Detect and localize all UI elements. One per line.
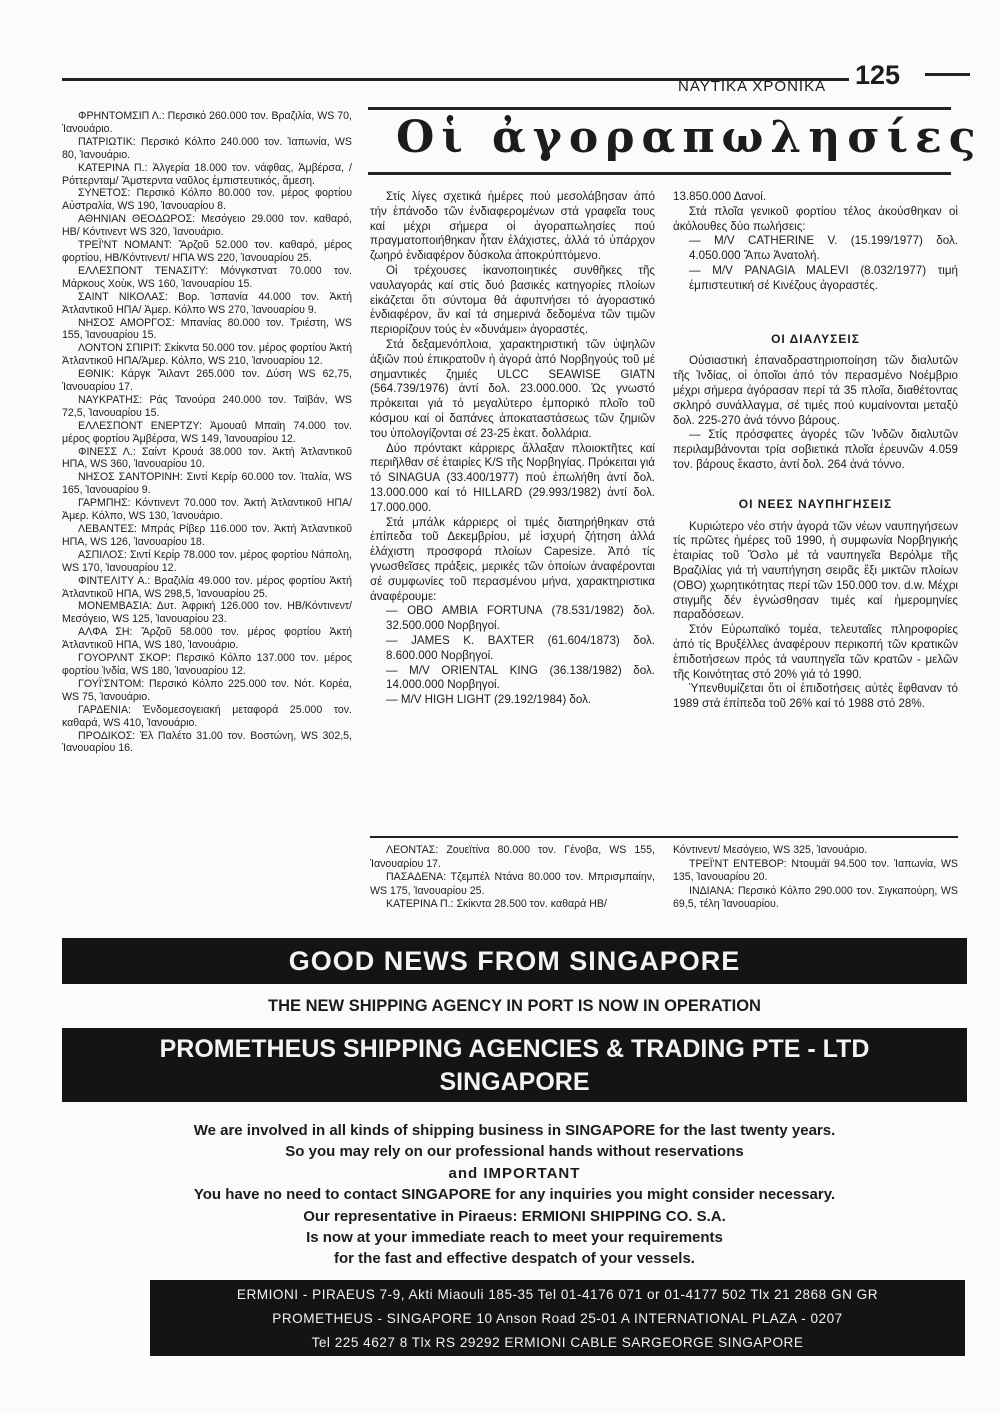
section-heading-newbuildings: ΟΙ ΝΕΕΣ ΝΑΥΠΗΓΗΣΕΙΣ: [738, 496, 893, 511]
article-column-middle: [370, 190, 655, 708]
list-item: ΦΙΝΤΕΛΙΤΥ Α.: Βραζιλία 49.000 τον. μέρος φορτίου Ἀκτή Ἀτλαντικοῦ ΗΠΑ, WS 298,5, Ἰανουαρίου 25.: [62, 574, 352, 600]
sale-entry: — JAMES K. BAXTER (61.604/1873) δολ. 8.600.000 Νορβηγοί.: [386, 633, 655, 662]
list-item: ΦΙΝΕΣΣ Λ.: Σαίντ Κρουά 38.000 τον. Ἀκτή Ἀτλαντικοῦ ΗΠΑ, WS 360, Ἰανουαρίου 10.: [62, 445, 352, 471]
article-paragraph: Στόν Εὐρωπαϊκό τομέα, τελευταῖες πληροφορίες ἀπό τίς Βρυξέλλες ἀναφέρουν περικοπή τῶν κρατικῶν ἐπιδοτήσεων πρός τά ναυπηγεῖα τῶν κρατῶν - μελῶν τῆς Κοινότητας στό 20% γιά τό 1990.: [673, 623, 958, 681]
list-item: ΝΗΣΟΣ ΑΜΟΡΓΟΣ: Μπανίας 80.000 τον. Τριέστη, WS 155, Ἰανουαρίου 15.: [62, 316, 352, 342]
list-item: ΣΑΙΝΤ ΝΙΚΟΛΑΣ: Βορ. Ἰσπανία 44.000 τον. Ἀκτή Ἀτλαντικοῦ ΗΠΑ/ Ἀμερ. Κόλπο WS 270, Ἰανουαρίου 9.: [62, 290, 352, 316]
ad-line: We are involved in all kinds of shipping business in SINGAPORE for the last twenty years.: [193, 1122, 836, 1139]
list-item: ΣΥΝΕΤΟΣ: Περσικό Κόλπο 80.000 τον. μέρος φορτίου Αὐστραλία, WS 190, Ἰανουαρίου 8.: [62, 187, 352, 213]
ad-company-block: [62, 1028, 967, 1102]
list-item: ΓΑΡΔΕΝΙΑ: Ἐνδομεσογειακή μεταφορά 25.000 τον. καθαρά, WS 410, Ἰανουάριο.: [62, 703, 352, 729]
ad-contact-block: [150, 1280, 965, 1356]
header-rule-right: [925, 73, 970, 76]
list-item: Κόντινεντ/ Μεσόγειο, WS 325, Ἰανουάριο.: [673, 844, 868, 856]
list-item: ΑΛΦΑ ΣΗ: Ἄρζοῦ 58.000 τον. μέρος φορτίου Ἀκτή Ἀτλαντικοῦ ΗΠΑ, WS 180, Ἰανουάριο.: [62, 626, 352, 652]
charter-list-continued-right: [673, 844, 958, 912]
section-heading-demolitions: ΟΙ ΔΙΑΛΥΣΕΙΣ: [771, 331, 860, 346]
charter-list: [62, 110, 352, 755]
ad-body: [62, 1120, 967, 1270]
continued-text: 13.850.000 Δανοί.: [673, 190, 767, 203]
ad-line: Our representative in Piraeus: ERMIONI SHIPPING CO. S.A.: [303, 1207, 726, 1225]
list-item: ΚΑΤΕΡΙΝΑ Π.: Σκίκντα 28.500 τον. καθαρά ΗΒ/: [386, 898, 607, 911]
ad-line: and IMPORTANT: [448, 1164, 581, 1182]
article-paragraph: Οἱ τρέχουσες ἱκανοποιητικές συνθῆκες τῆς ναυλαγοράς καί στίς δυό βασικές κατηγορίες πλοίων εἰκάζεται ὅτι σύντομα θά ἀφυπνήσει τό ἀγοραστικό ἐνδιαφέρον, ἄν καί τά σημερινά δεδομένα τῶν τιμῶν περιορίζουν τούς ἐν «δυνάμει» ἀγοραστές.: [370, 263, 655, 337]
list-item: ΕΛΛΕΣΠΟΝΤ ΤΕΝΑΣΙΤΥ: Μόνγκστνατ 70.000 τον. Μάρκους Χοὺκ, WS 160, Ἰανουαρίου 15.: [62, 264, 352, 290]
list-item: ΛΕΒΑΝΤΕΣ: Μπράς Ρίβερ 116.000 τον. Ἀκτή Ἀτλαντικοῦ ΗΠΑ, WS 126, Ἰανουαρίου 18.: [62, 523, 352, 548]
charter-list-continued-left: [370, 844, 655, 912]
list-item: ΓΑΡΜΠΗΣ: Κόντινεντ 70.000 τον. Ἀκτή Ἀτλαντικοῦ ΗΠΑ/Ἀμερ. Κόλπο, WS 130, Ἰανουάριο.: [62, 497, 352, 523]
sale-entry: — M/V ORIENTAL KING (36.138/1982) δολ. 14.000.000 Νορβηγοί.: [386, 663, 655, 692]
article-paragraph: — Στίς πρόσφατες ἀγορές τῶν Ἰνδῶν διαλυτῶν περιλαμβάνονται τρία σοβιετικά πλοῖα ἐρευνῶν 4.059 τον. βάρους ἕκαστο, ἀντί δολ. 264 ἀνά τόννο.: [673, 428, 958, 471]
list-item: ΕΛΛΕΣΠΟΝΤ ΕΝΕΡΤΖΥ: Ἀμουαΰ Μπαϊη 74.000 τον. μέρος φορτίου Ἀμβέρσα, WS 149, Ἰανουαρίου 12.: [62, 419, 352, 445]
ad-company-location: SINGAPORE: [439, 1068, 590, 1096]
sale-entry: — M/V HIGH LIGHT (29.192/1984) δολ.: [386, 693, 592, 707]
ad-company-name: PROMETHEUS SHIPPING AGENCIES & TRADING PTE - LTD: [159, 1035, 870, 1063]
publication-name: ΝΑΥΤΙΚΑ ΧΡΟΝΙΚΑ: [678, 78, 827, 95]
list-item: ΠΑΤΡΙΩΤΙΚ: Περσικό Κόλπο 240.000 τον. Ἰαπωνία, WS 80, Ἰανουάριο.: [62, 135, 352, 161]
list-item: ΝΑΥΚΡΑΤΗΣ: Ράς Τανούρα 240.000 τον. Ταϊβάν, WS 72,5, Ἰανουαρίου 15.: [62, 393, 352, 419]
ad-line: So you may rely on our professional hands without reservations: [285, 1143, 744, 1161]
article-paragraph: Στά πλοῖα γενικοῦ φορτίου τέλος ἀκούσθηκαν οἱ ἀκόλουθες δύο πωλήσεις:: [673, 204, 958, 233]
article-paragraph: Οὐσιαστική ἐπαναδραστηριοποίηση τῶν διαλυτῶν τῆς Ἰνδίας, οἱ ὁποῖοι ἀπό τόν περασμένο Νοέμβριο μέχρι σήμερα ἀγόρασαν περί τά 35 πλοῖα, διαθέτοντας σκληρό συνάλλαγμα, σέ τιμές πού κυμαίνονται μεταξύ δολ. 225-270 ἀνά τόννο βάρους.: [673, 354, 958, 427]
page-number: 125: [855, 60, 901, 90]
article-paragraph: Δύο πρόντακτ κάρριερς ἄλλαξαν πλοιοκτῆτες καί περιῆλθαν σέ ἑταιρίες K/S τῆς Νορβηγίας. Πρόκειται γιά τό SINAGUA (33.400/1977) πού ἐπωλήθη ἀντί δολ. 13.000.000 καί τό HILLARD (29.993/1982) ἀντί δολ. 17.000.000.: [370, 441, 655, 514]
article-paragraph: Στίς λίγες σχετικά ἡμέρες πού μεσολάβησαν ἀπό τήν ἐπάνοδο τῶν ἐνδιαφερομένων στά γραφεῖα τους καί μέχρι σήμερα οἱ ἀγοραπωλησίες πού πραγματοποιήθηκαν ἦταν ἐλάχιστες, ἀλλά τό ὑπάρχον ζωηρό ἐνδιαφέρον δύσκολα ἀποκρύπτόμενο.: [370, 190, 655, 263]
sale-entry: — M/V PANAGIA MALEVI (8.032/1977) τιμή ἐμπιστευτική σέ Κινέζους ἀγοραστές.: [689, 263, 958, 292]
list-item: ΦΡΗΝΤΟΜΣΙΠ Λ.: Περσικό 260.000 τον. Βραζιλία, WS 70, Ἰανουάριο.: [62, 110, 352, 135]
ad-tagline: THE NEW SHIPPING AGENCY IN PORT IS NOW IN OPERATION: [268, 997, 761, 1015]
list-item: ΤΡΕΪ'ΝΤ ΝΟΜΑΝΤ: Ἄρζοῦ 52.000 τον. καθαρό, μέρος φορτίου, ΗΒ/Κόντινεντ/ ΗΠΑ WS 220, Ἰανουαρίου 25.: [62, 239, 352, 264]
sale-entry: — OBO AMBIA FORTUNA (78.531/1982) δολ. 32.500.000 Νορβηγοί.: [386, 604, 655, 633]
list-item: ΙΝΔΙΑΝΑ: Περσικό Κόλπο 290.000 τον. Σιγκαπούρη, WS 69,5, τέλη Ἰανουαρίου.: [673, 884, 958, 911]
list-item: ΠΑΣΑΔΕΝΑ: Τζεμπέλ Ντάνα 80.000 τον. Μπρισμπαίην, WS 175, Ἰανουαρίου 25.: [370, 871, 655, 897]
section-divider: [370, 836, 958, 838]
ad-line: Is now at your immediate reach to meet your requirements: [306, 1229, 723, 1247]
ad-line: You have no need to contact SINGAPORE for any inquiries you might consider necessary.: [193, 1186, 836, 1204]
article-paragraph: Στά δεξαμενόπλοια, χαρακτηριστική τῶν ὑψηλῶν ἀξιῶν πού ἐπικρατοῦν ἡ ἀγορά ἀπό Νορβηγούς τοῦ μέ σημαντικές ζημιές ULCC SEAWISE GIATN (564.739/1976) ἀντί δολ. 23.000.000. Ὡς γνωστό πρόκειται γιά τό μεγαλύτερο ἐμπορικό πλοῖο τοῦ κόσμου καί οἱ δαπάνες ἀποκαταστάσεως τῶν ζημιῶν του ὑπολογίζονται σέ 23-25 ἑκατ. δολλάρια.: [370, 337, 655, 440]
ad-banner: GOOD NEWS FROM SINGAPORE: [62, 938, 967, 984]
article-paragraph: Στά μπάλκ κάρριερς οἱ τιμές διατηρήθηκαν στά ἐπίπεδα τοῦ Δεκεμβρίου, μέ ἰσχυρή ζήτηση ἀλλά ἐλάχιστη προσφορά πλοίων Capesize. Ἀπό τίς γνωσθεῖσες πράξεις, μερικές τῶν ὁποίων ἀναφέρονται σέ συμφωνίες τοῦ περασμένου μήνα, χαρακτηριστικα ἀναφέρουμε:: [370, 515, 655, 603]
ad-contact-line: ERMIONI - PIRAEUS 7-9, Akti Miaouli 185-35 Tel 01-4176 071 or 01-4177 502 Tlx 21 2868 GN GR: [236, 1287, 879, 1302]
list-item: ΝΗΣΟΣ ΣΑΝΤΟΡΙΝΗ: Σιντί Κερίρ 60.000 τον. Ἰταλία, WS 165, Ἰανουαρίου 9.: [62, 471, 352, 497]
list-item: ΚΑΤΕΡΙΝΑ Π.: Ἀλγερία 18.000 τον. νάφθας, Ἀμβέρσα, /Ρόττερνταμ/ Ἄμστερντα ναῦλος ἐμπιστευτικός, ἄμεση.: [62, 161, 352, 187]
list-item: ΕΘΝΙΚ: Κάργκ Ἄιλαντ 265.000 τον. Δύση WS 62,75, Ἰανουαρίου 17.: [62, 368, 352, 394]
list-item: ΑΣΠΙΛΟΣ: Σιντί Κερίρ 78.000 τον. μέρος φορτίου Νάπολη, WS 170, Ἰανουαρίου 12.: [62, 548, 352, 574]
sale-entry: — M/V CATHERINE V. (15.199/1977) δολ. 4.050.000 Ἄπω Ἀνατολή.: [689, 234, 958, 263]
article-paragraph: Κυριώτερο νέο στήν ἀγορά τῶν νέων ναυπηγήσεων τίς πρῶτες ἡμέρες τοῦ 1990, ἡ συμφωνία Νορβηγικής ἑταιρίας τοῦ Ὄσλο μέ τά ναυπηγεῖα Βερόλμε τῆς Βραζιλίας γιά τή ναυπήγηση σειρᾶς ἕξι μικτῶν πλοίων (ΟΒΟ) χωρητικότητας περί τῶν 150.000 τον. d.w. Μέχρι στιγμῆς δέν ἐγνώσθησαν τιμές καί ἡμερομηνίες παραδόσεων.: [673, 519, 958, 622]
article-column-right: [673, 190, 958, 712]
list-item: ΛΕΟΝΤΑΣ: Ζουεϊτίνα 80.000 τον. Γένοβα, WS 155, Ἰανουαρίου 17.: [370, 844, 655, 870]
list-item: ΑΘΗΝΙΑΝ ΘΕΟΔΩΡΟΣ: Μεσόγειο 29.000 τον. καθαρό, ΗΒ/ Κόντινεντ WS 320, Ἰανουάριο.: [62, 213, 352, 239]
article-paragraph: Ὑπενθυμίζεται ὅτι οἱ ἐπιδοτήσεις αὐτές ἔφθαναν τό 1989 στά ἐπίπεδα τοῦ 26% καί τό 1988 στό 28%.: [673, 682, 958, 711]
list-item: ΤΡΕΪ'ΝΤ ΕΝΤΕΒΟΡ: Ντουμάϊ 94.500 τον. Ἰαπωνία, WS 135, Ἰανουαρίου 20.: [673, 857, 958, 884]
ad-contact-line: Tel 225 4627 8 Tlx RS 29292 ERMIONI CABLE SARGEORGE SINGAPORE: [311, 1335, 804, 1350]
list-item: ΓΟΥΟΡΛΝΤ ΣΚΟΡ: Περσικό Κόλπο 137.000 τον. μέρος φορτίου Ἰνδία, WS 180, Ἰανουαρίου 12.: [62, 652, 352, 677]
article-title: Οἱ ἀγοραπωλησίες: [396, 112, 983, 163]
list-item: ΛΟΝΤΟΝ ΣΠΙΡΙΤ: Σκίκντα 50.000 τον. μέρος φορτίου Ἀκτή Ἀτλαντικοῦ ΗΠΑ/Ἀμερ. Κόλπο, WS 210, Ἰανουαρίου 12.: [62, 342, 352, 368]
list-item: ΠΡΟΔΙΚΟΣ: Ἐλ Παλέτο 31.00 τον. Βοστώνη, WS 302,5, Ἰανουαρίου 16.: [62, 729, 352, 755]
list-item: ΓΟΥΪ'ΣΝΤΟΜ: Περσικό Κόλπο 225.000 τον. Νότ. Κορέα, WS 75, Ἰανουάριο.: [62, 677, 352, 703]
list-item: ΜΟΝΕΜΒΑΣΙΑ: Δυτ. Ἀφρική 126.000 τον. ΗΒ/Κόντινεντ/ Μεσόγειο, WS 125, Ἰανουαρίου 23.: [62, 600, 352, 626]
ad-contact-line: PROMETHEUS - SINGAPORE 10 Anson Road 25-01 A INTERNATIONAL PLAZA - 0207: [272, 1311, 843, 1326]
ad-line: for the fast and effective despatch of your vessels.: [334, 1250, 695, 1268]
